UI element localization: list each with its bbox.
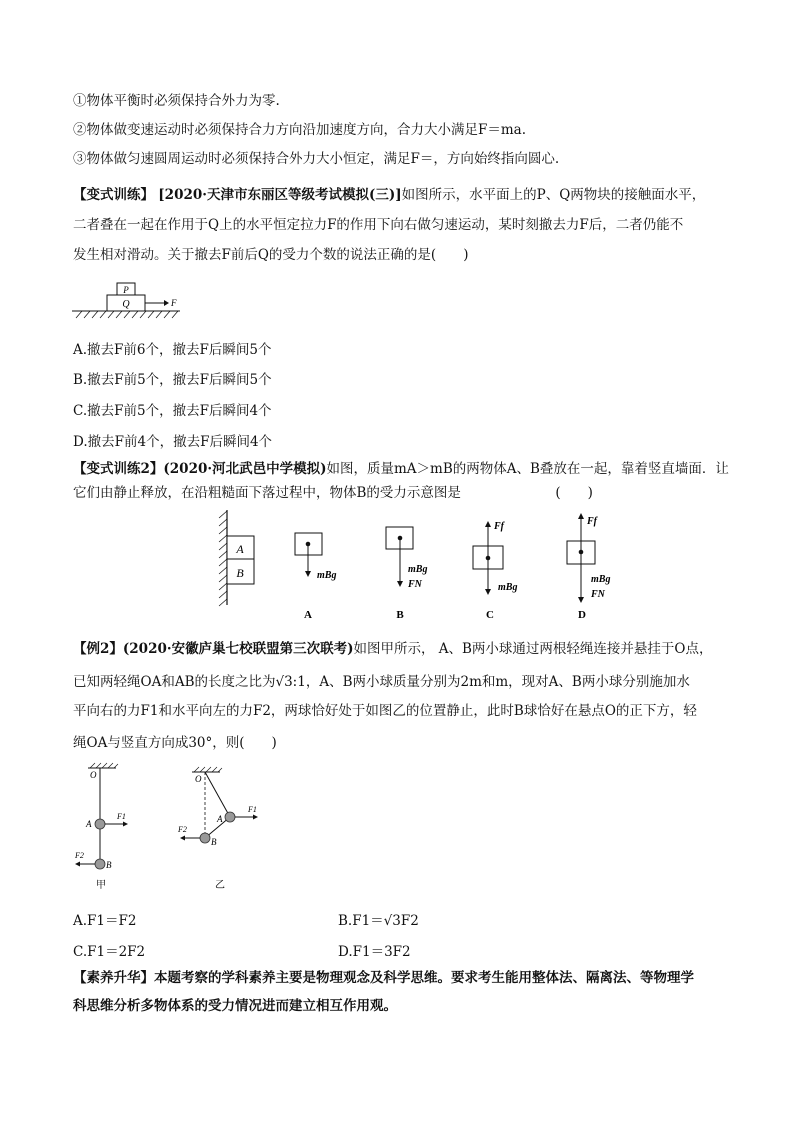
jia-label-f2: F2 (75, 851, 84, 860)
q1-option-d: D.撤去F前4个，撤去F后瞬间4个 (73, 434, 273, 450)
q1-source: [2020·天津市东丽区等级考试模拟(三)] (158, 187, 402, 203)
yi-label-b: B (211, 837, 217, 847)
q3-option-c: C.F1＝2F2 (73, 944, 146, 960)
force-f-label: F (171, 298, 177, 308)
q1-stem-line3: 发生相对滑动。关于撤去F前后Q的受力个数的说法正确的是( ) (73, 247, 469, 263)
summary-text1: 本题考察的学科素养主要是物理观念及科学思维。要求考生能用整体法、隔离法、等物理学 (154, 970, 694, 986)
choice-b-normal: FN (408, 579, 422, 590)
q3-stem-line1 (73, 640, 713, 658)
q3-option-a: A.F1＝F2 (73, 913, 137, 929)
q1-stem-line1 (73, 186, 705, 204)
choice-c-friction: Ff (494, 521, 504, 532)
jia-label-f1: F1 (117, 812, 126, 821)
note-equilibrium: ①物体平衡时必须保持合外力为零. (73, 93, 280, 109)
jia-label-a: A (86, 819, 92, 829)
yi-point-o: O (195, 774, 202, 784)
block-p-label: P (123, 285, 129, 295)
jia-ball-b (95, 859, 105, 869)
diagram-choice-a (295, 533, 336, 581)
choice-a-weight: mBg (317, 570, 337, 581)
wall-block-a-label: A (236, 542, 244, 556)
q2-stem-line2: 它们由静止释放，在沿粗糙面下落过程中，物体B的受力示意图是 ( ) (73, 485, 593, 501)
q3-option-b: B.F1＝√3F2 (338, 913, 419, 929)
choice-b-weight: mBg (408, 564, 428, 575)
q2-figure-force-diagrams (205, 508, 625, 623)
diagram-choice-c (473, 521, 517, 595)
note-circular-motion: ③物体做匀速圆周运动时必须保持合外力大小恒定，满足F＝，方向始终指向圆心. (73, 151, 560, 167)
q2-source: (2020·河北武邑中学模拟) (163, 461, 327, 477)
q1-option-b: B.撤去F前5个，撤去F后瞬间5个 (73, 372, 272, 388)
summary-line2: 科思维分析多物体系的受力情况进而建立相互作用观。 (73, 998, 397, 1014)
q1-option-a: A.撤去F前6个，撤去F后瞬间5个 (73, 342, 272, 358)
choice-d-normal: FN (591, 589, 605, 600)
choice-d-weight: mBg (591, 574, 611, 585)
q1-tag: 【变式训练】 (73, 187, 154, 203)
caption-jia: 甲 (96, 880, 106, 891)
q2-tag: 【变式训练2】 (73, 461, 164, 477)
choice-label-a: A (304, 609, 312, 621)
diagram-choice-d (567, 513, 610, 603)
q1-option-c: C.撤去F前5个，撤去F后瞬间4个 (73, 403, 272, 419)
q3-stem-line4: 绳OA与竖直方向成30°，则( ) (73, 735, 277, 751)
q2-stem-line1 (73, 460, 729, 478)
yi-ball-b (200, 833, 210, 843)
q3-tag: 【例2】 (73, 641, 123, 657)
choice-c-weight: mBg (498, 582, 518, 593)
q2-stem-text1: 如图，质量mA＞mB的两物体A、B叠放在一起，靠着竖直墙面．让 (326, 461, 729, 477)
summary-line1 (73, 969, 694, 987)
jia-label-b: B (106, 860, 112, 870)
choice-label-b: B (396, 609, 404, 621)
yi-ball-a (225, 812, 235, 822)
caption-yi: 乙 (215, 880, 225, 891)
jia-point-o: O (90, 770, 97, 780)
block-q-label: Q (122, 299, 130, 310)
choice-label-d: D (578, 609, 586, 621)
yi-label-f2: F2 (178, 825, 187, 834)
q3-source: (2020·安徽庐巢七校联盟第三次联考) (122, 641, 354, 657)
q1-stem-line2: 二者叠在一起在作用于Q上的水平恒定拉力F的作用下向右做匀速运动，某时刻撤去力F后，二者仍能不 (73, 217, 684, 233)
q3-stem-text1: 如图甲所示， A、B两小球通过两根轻绳连接并悬挂于O点， (353, 641, 713, 657)
q1-stem-text1: 如图所示，水平面上的P、Q两物块的接触面水平， (401, 187, 706, 203)
q3-stem-line2: 已知两轻绳OA和AB的长度之比为√3:1，A、B两小球质量分别为2m和m，现对A、B两小球分别施加水 (73, 674, 690, 690)
summary-tag: 【素养升华】 (73, 970, 154, 986)
yi-label-f1: F1 (248, 805, 257, 814)
note-variable-motion: ②物体做变速运动时必须保持合力方向沿加速度方向，合力大小满足F＝ma. (73, 122, 527, 138)
force-f-arrow (164, 300, 169, 306)
choice-d-friction: Ff (587, 516, 597, 527)
q3-option-d: D.F1＝3F2 (338, 944, 411, 960)
diagram-choice-b (386, 527, 427, 590)
choice-label-c: C (486, 609, 494, 621)
q3-figure-pendulums (68, 762, 268, 897)
jia-ball-a (95, 819, 105, 829)
q1-figure-blocks (68, 280, 198, 325)
q3-stem-line3: 平向右的力F1和水平向左的力F2，两球恰好处于如图乙的位置静止，此时B球恰好在悬点O的正下方，轻 (73, 703, 697, 719)
yi-label-a: A (217, 814, 223, 824)
wall-block-b-label: B (236, 566, 244, 580)
